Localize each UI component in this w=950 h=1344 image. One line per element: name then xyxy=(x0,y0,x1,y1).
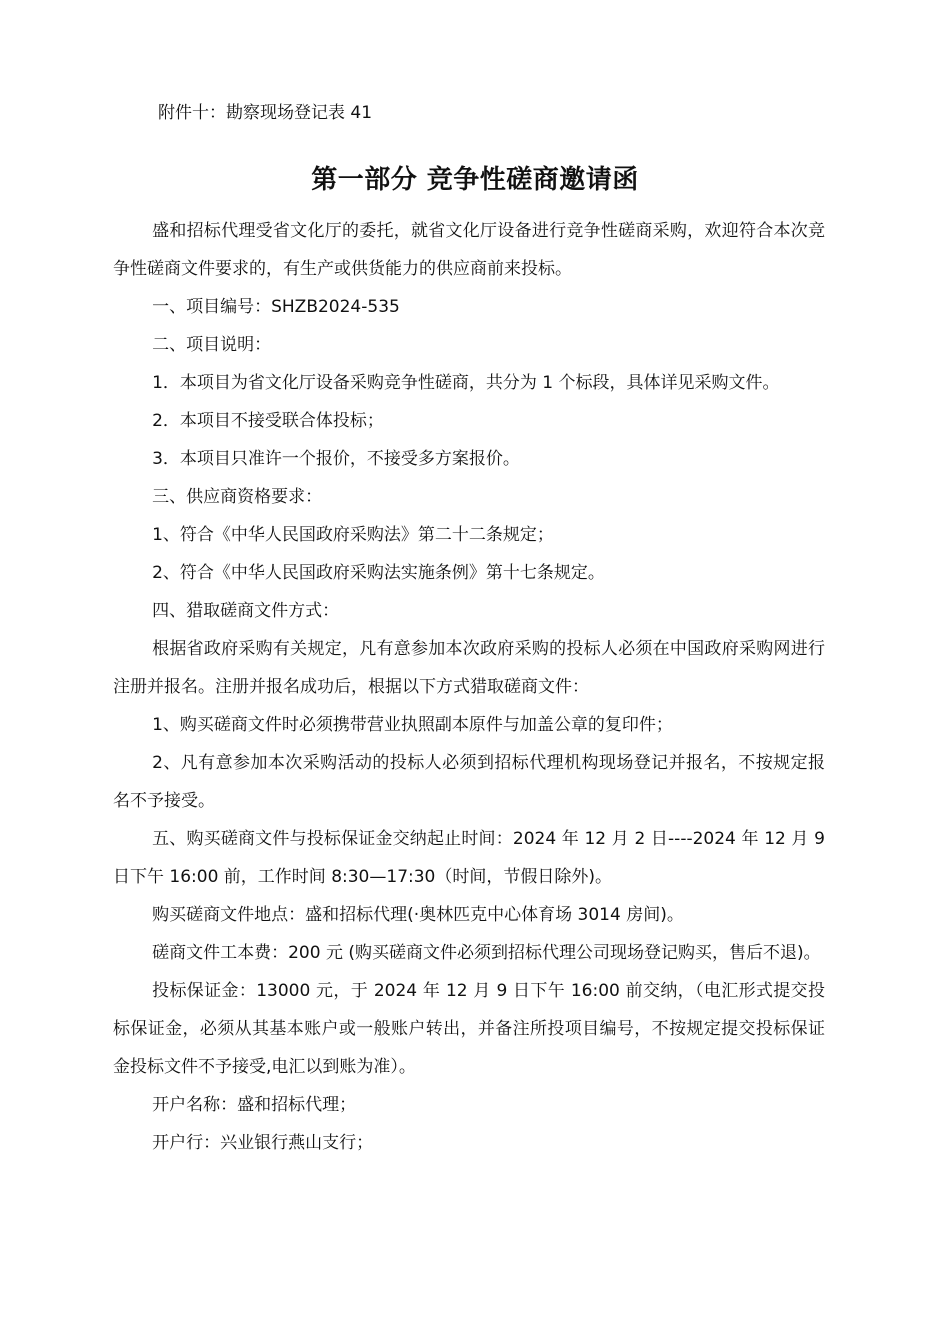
paragraph-project-number: 一、项目编号：SHZB2024-535 xyxy=(152,297,400,317)
page-title: 第一部分 竞争性磋商邀请函 xyxy=(311,165,639,195)
paragraph-obtain-docs-item-2: 2、凡有意参加本次采购活动的投标人必须到招标代理机构现场登记并报名，不按规定报名不予接受。 xyxy=(113,753,825,811)
paragraph-document-fee: 磋商文件工本费：200 元 (购买磋商文件必须到招标代理公司现场登记购买，售后不退)。 xyxy=(152,943,821,963)
paragraph-description-item-1: 1．本项目为省文化厅设备采购竞争性磋商，共分为 1 个标段，具体详见采购文件。 xyxy=(152,373,780,393)
paragraph-qualification-heading: 三、供应商资格要求： xyxy=(152,487,323,507)
paragraph-qualification-item-1: 1、符合《中华人民国政府采购法》第二十二条规定； xyxy=(152,525,554,545)
paragraph-bank: 开户行：兴业银行燕山支行； xyxy=(152,1133,374,1153)
paragraph-obtain-docs-heading: 四、猎取磋商文件方式： xyxy=(152,601,340,621)
paragraph-qualification-item-2: 2、符合《中华人民国政府采购法实施条例》第十七条规定。 xyxy=(152,563,605,583)
paragraph-account-name: 开户名称：盛和招标代理； xyxy=(152,1095,357,1115)
document-body xyxy=(113,212,825,1162)
paragraph-intro: 盛和招标代理受省文化厅的委托，就省文化厅设备进行竞争性磋商采购，欢迎符合本次竞争性磋商文件要求的，有生产或供货能力的供应商前来投标。 xyxy=(113,221,825,279)
paragraph-description-item-2: 2．本项目不接受联合体投标； xyxy=(152,411,384,431)
paragraph-description-item-3: 3．本项目只准许一个报价，不接受多方案报价。 xyxy=(152,449,520,469)
paragraph-project-description-heading: 二、项目说明： xyxy=(152,335,272,355)
paragraph-obtain-docs-item-1: 1、购买磋商文件时必须携带营业执照副本原件与加盖公章的复印件； xyxy=(152,715,673,735)
paragraph-purchase-location: 购买磋商文件地点：盛和招标代理(·奥林匹克中心体育场 3014 房间)。 xyxy=(152,905,684,925)
paragraph-purchase-period: 五、购买磋商文件与投标保证金交纳起止时间：2024 年 12 月 2 日----2024 年 12 月 9 日下午 16:00 前，工作时间 8:30—17:30（时间，节假日除外)。 xyxy=(113,829,825,887)
toc-entry-attachment-10: 附件十：勘察现场登记表 41 xyxy=(158,103,373,123)
paragraph-bid-bond: 投标保证金：13000 元，于 2024 年 12 月 9 日下午 16:00 前交纳，（电汇形式提交投标保证金，必须从其基本账户或一般账户转出，并备注所投项目编号，不按规定提交投标保证金投标文件不予接受,电汇以到账为准）。 xyxy=(113,981,825,1077)
paragraph-obtain-docs-intro: 根据省政府采购有关规定，凡有意参加本次政府采购的投标人必须在中国政府采购网进行注册并报名。注册并报名成功后，根据以下方式猎取磋商文件： xyxy=(113,639,825,697)
